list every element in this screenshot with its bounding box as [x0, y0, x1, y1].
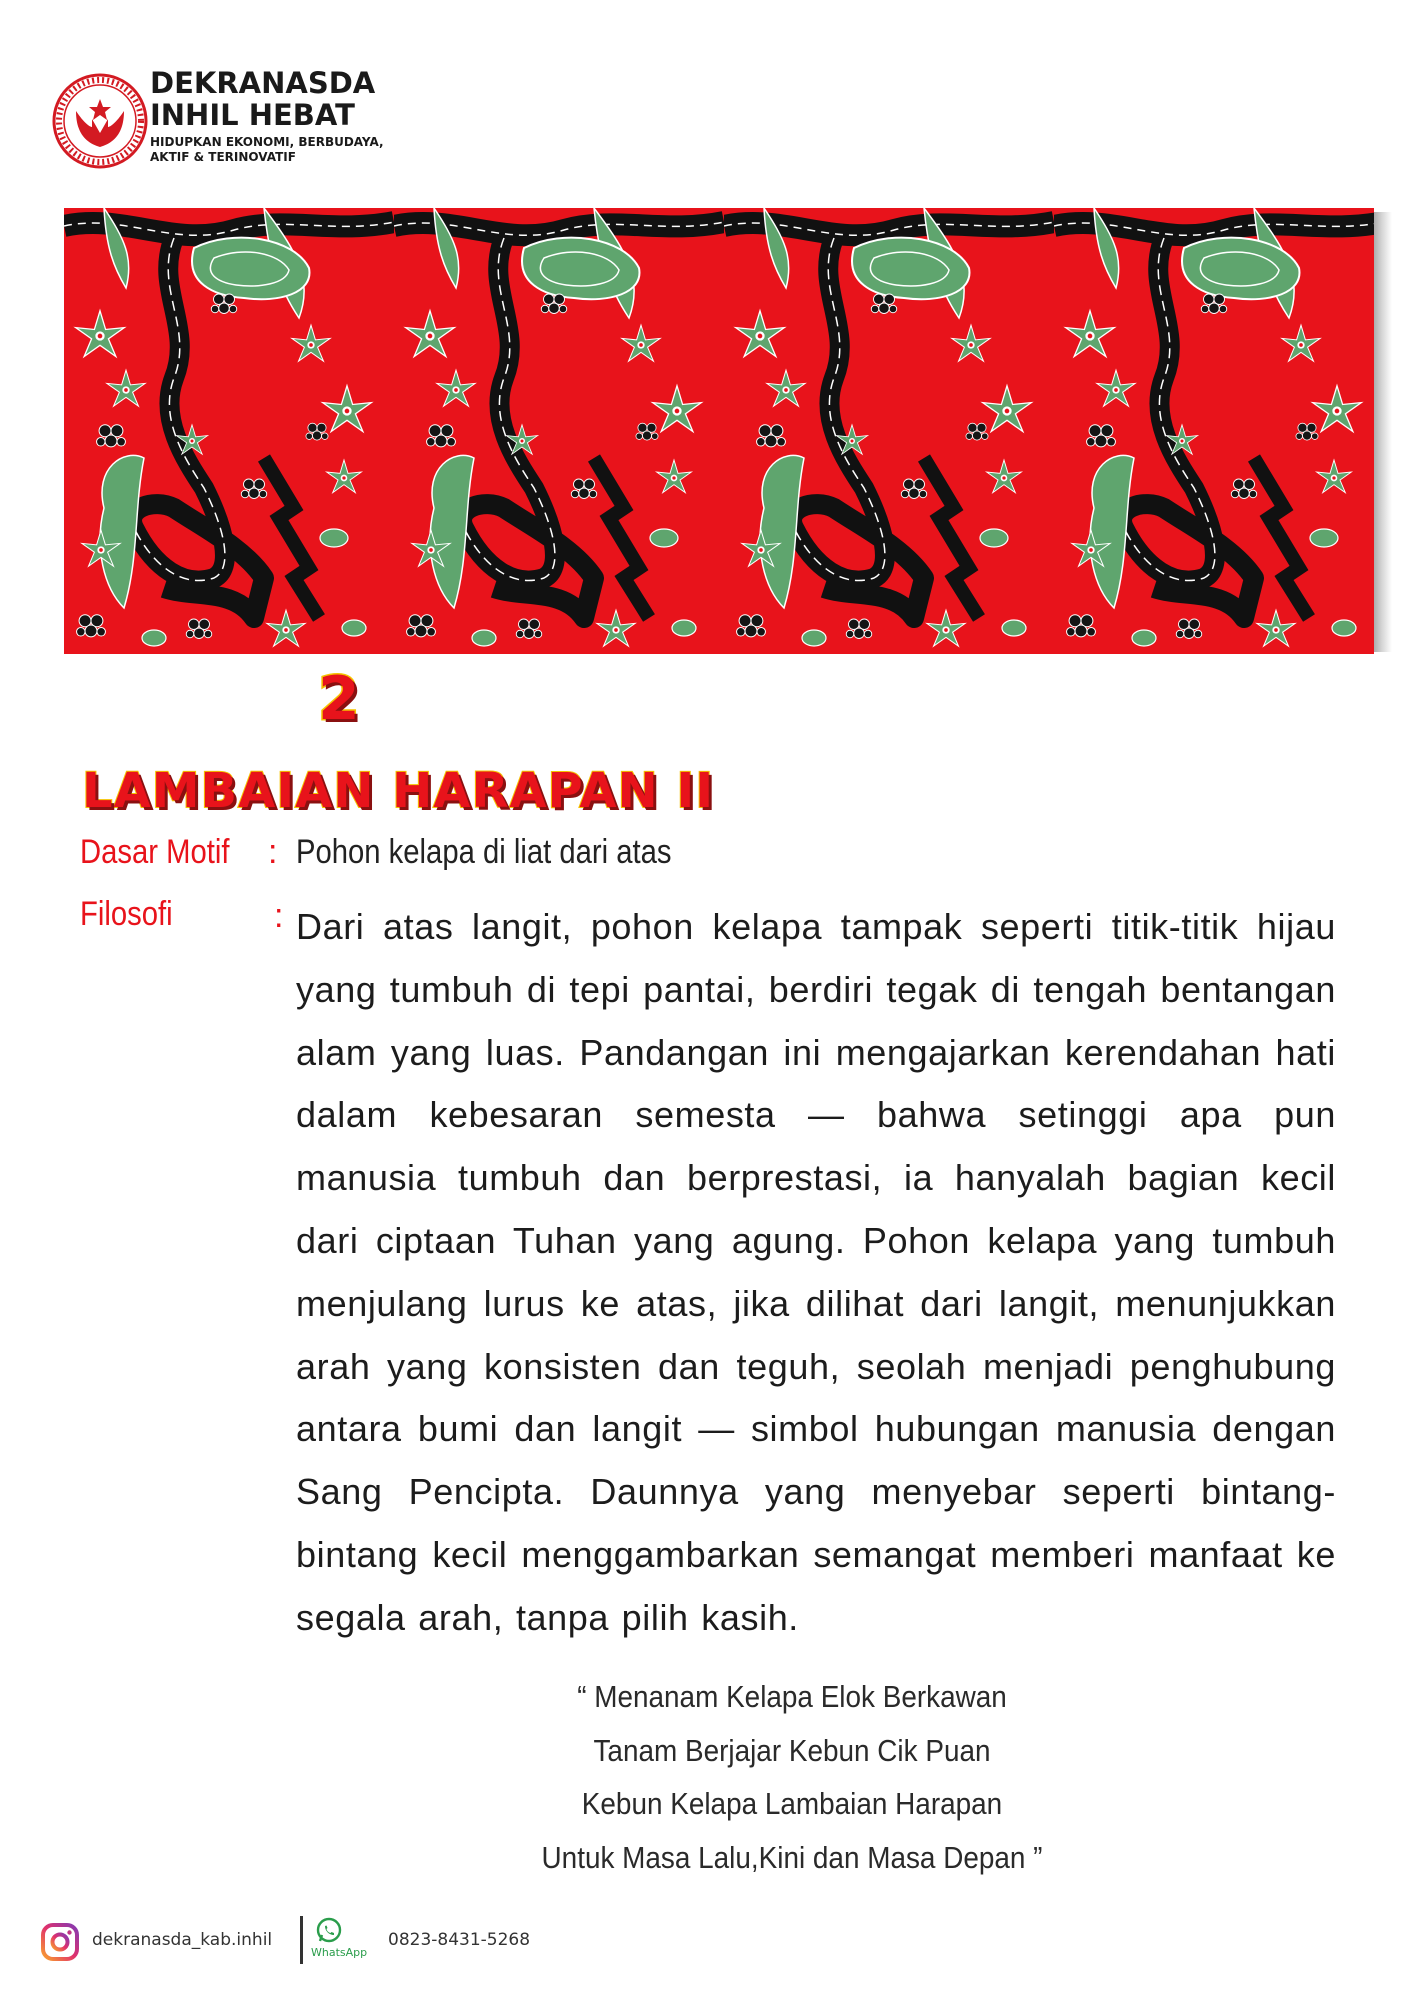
brand-tagline: HIDUPKAN EKONOMI, BERBUDAYA, AKTIF & TERINOVATIF [150, 135, 384, 164]
dasar-motif-label: Dasar Motif [80, 833, 230, 871]
pantun-line-4: Untuk Masa Lalu,Kini dan Masa Depan ” [541, 1839, 1043, 1875]
whatsapp-icon[interactable] [312, 1916, 346, 1946]
whatsapp-number[interactable]: 0823-8431-5268 [388, 1930, 531, 1950]
brand-name-line1: DEKRANASDA [150, 66, 376, 100]
instagram-handle[interactable]: dekranasda_kab.inhil [92, 1930, 273, 1950]
dasar-motif-colon: : [268, 833, 278, 871]
pantun-line-1: “ Menanam Kelapa Elok Berkawan [577, 1679, 1007, 1714]
dasar-motif-value: Pohon kelapa di liat dari atas [296, 833, 672, 871]
whatsapp-label: WhatsApp [311, 1946, 368, 1959]
filosofi-text: Dari atas langit, pohon kelapa tampak seperti titik-titik hijau yang tumbuh di tepi pantai, berdiri tegak di tengah bentangan alam yang luas. Pandangan ini mengajarkan kerendahan hati dalam kebesaran semesta — bahwa setinggi apa pun manusia tumbuh dan berprestasi, ia hanyalah bagian kecil dari ciptaan Tuhan yang agung. Pohon kelapa yang tumbuh menjulang lurus ke atas, jika dilihat dari langit, menunjukkan arah yang konsisten dan teguh, seolah menjadi penghubung antara bumi dan langit — simbol hubungan manusia dengan Sang Pencipta. Daunnya yang menyebar seperti bintang-bintang kecil menggambarkan semangat memberi manfaat ke segala arah, tanpa pilih kasih. [296, 906, 1336, 1638]
pantun-line-2: Tanam Berjajar Kebun Cik Puan [593, 1732, 991, 1768]
filosofi-label: Filosofi [80, 895, 173, 933]
pantun-line-3: Kebun Kelapa Lambaian Harapan [581, 1786, 1003, 1821]
header [50, 65, 470, 175]
filosofi-colon: : [274, 897, 284, 935]
brand-name-line2: INHIL HEBAT [150, 98, 355, 132]
batik-banner [64, 208, 1374, 654]
footer [40, 1910, 640, 1970]
motif-title: LAMBAIAN HARAPAN II [82, 763, 715, 819]
brand-block [150, 67, 410, 165]
motif-number: 2 [318, 664, 360, 734]
pantun-block [357, 1670, 1227, 1884]
instagram-icon[interactable] [40, 1922, 80, 1962]
dekranasda-seal-icon [50, 71, 150, 171]
footer-divider [300, 1916, 303, 1964]
